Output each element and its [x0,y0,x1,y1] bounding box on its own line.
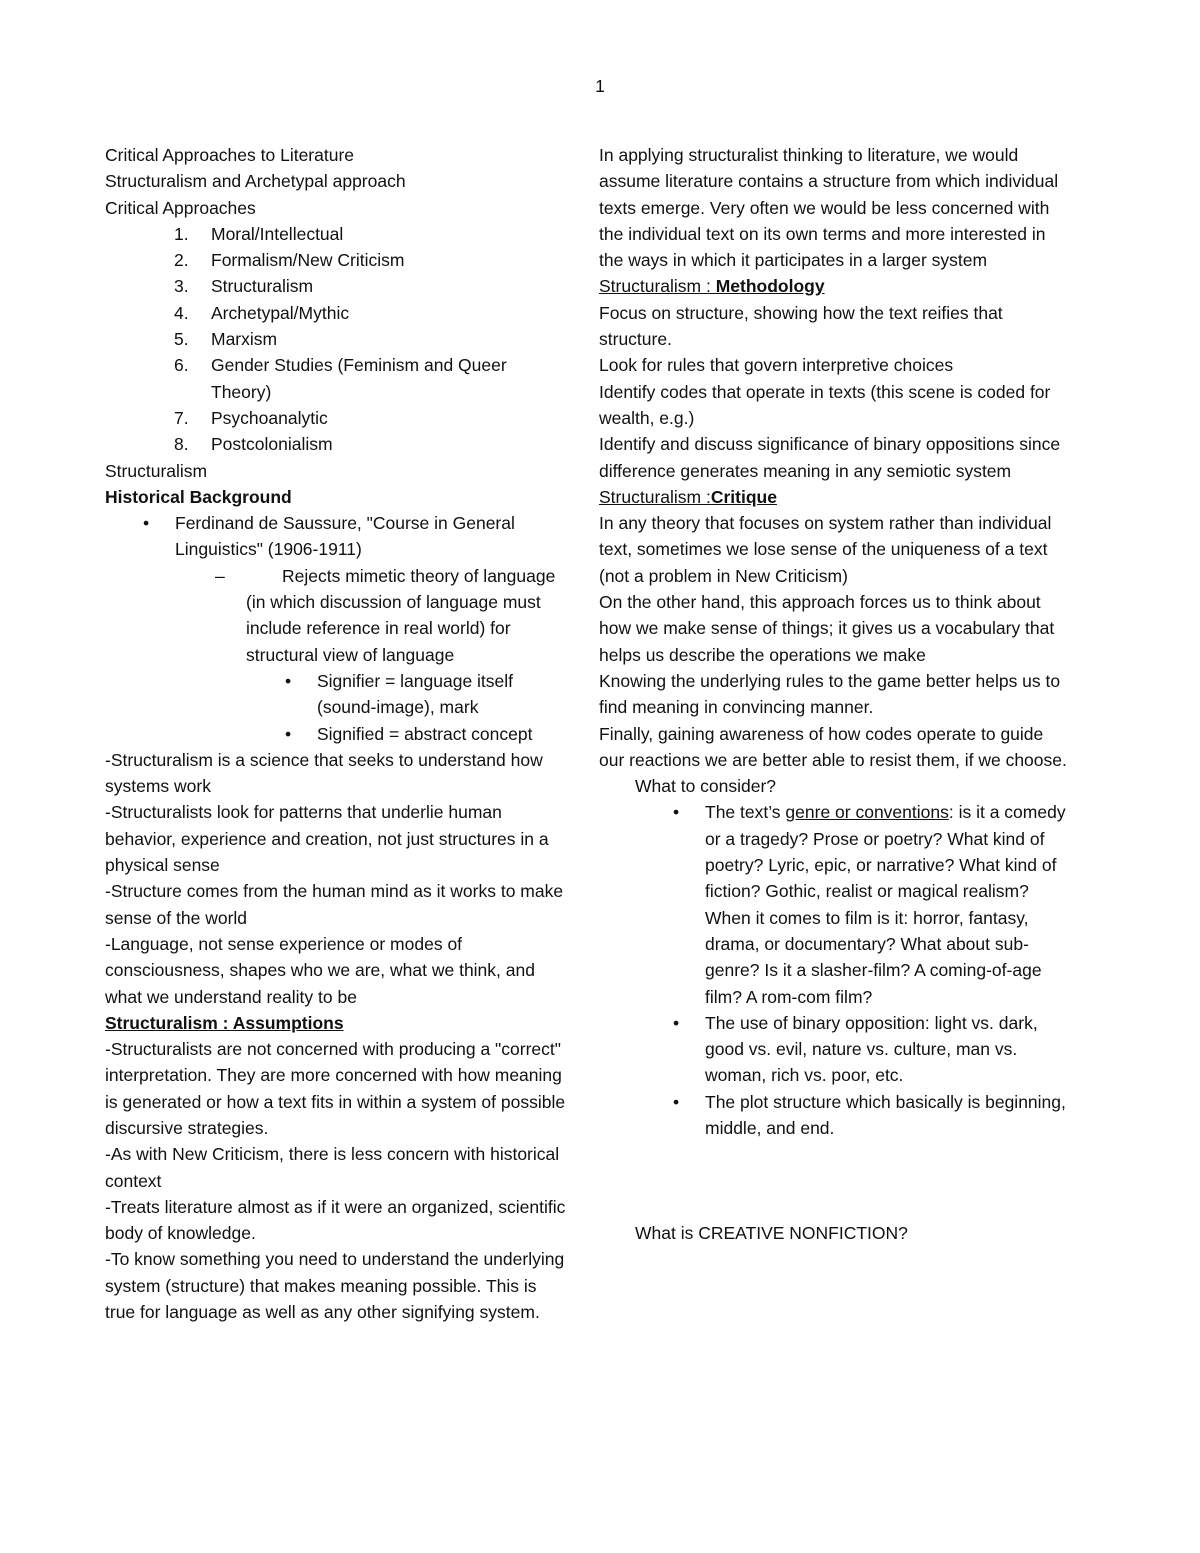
list-item: 2. Formalism/New Criticism [174,250,405,271]
list-item: 4. Archetypal/Mythic [174,302,350,323]
paragraph: In any theory that focuses on system rather than individual text, sometimes we lose sense of the uniqueness of a text (not a problem in New Criticism) [599,513,1052,586]
page-number: 1 [595,76,605,96]
bullet-icon: • [285,723,292,744]
list-item: 8. Postcolonialism [174,434,333,455]
paragraph: Finally, gaining awareness of how codes operate to guide our reactions we are better able to resist them, if we choose. [599,723,1067,770]
critique-heading: Structuralism :Critique [599,486,777,507]
bullet-icon: • [673,802,680,823]
list-item: 3. Structuralism [174,276,314,297]
paragraph: -Language, not sense experience or modes of consciousness, shapes who we are, what we think, and what we understand reality to be [105,933,535,1007]
signified-item: • Signified = abstract concept [105,721,570,747]
saussure-bullet: • Ferdinand de Saussure, "Course in General Linguistics" (1906-1911) [105,510,570,563]
doc-title: Critical Approaches to Literature [105,145,355,165]
list-item: 6. Gender Studies (Feminism and Queer Theory) [174,355,507,402]
binary-bullet: • The use of binary opposition: light vs. dark, good vs. evil, nature vs. culture, man vs. woman, rich vs. poor, etc. [599,1010,1069,1089]
paragraph: Identify codes that operate in texts (this scene is coded for wealth, e.g.) [599,381,1051,428]
left-column [105,142,570,1325]
paragraph: -Treats literature almost as if it were an organized, scientific body of knowledge. [105,1196,566,1244]
paragraph: Focus on structure, showing how the text reifies that structure. [599,302,1003,350]
approaches-label: Critical Approaches [105,197,256,218]
right-column [599,142,1069,1247]
paragraph: -Structuralists look for patterns that underlie human behavior, experience and creation, not just structures in a physical sense [105,802,549,876]
consider-heading: What to consider? [635,776,777,797]
doc-subtitle: Structuralism and Archetypal approach [105,171,406,192]
signifier-item: • Signifier = language itself (sound-image), mark [105,668,570,721]
assumptions-heading: Structuralism : Assumptions [105,1012,344,1033]
paragraph: Look for rules that govern interpretive choices [599,355,954,376]
list-item: 1. Moral/Intellectual [174,223,344,244]
historical-heading: Historical Background [105,486,292,507]
paragraph: -Structuralists are not concerned with producing a "correct" interpretation. They are more concerned with how meaning is generated or how a text fits in within a system of possible discursive strategies. [105,1039,566,1138]
mimetic-item: – Rejects mimetic theory of language (in which discussion of language must include reference in real world) for structural view of language [105,563,570,668]
paragraph: -Structure comes from the human mind as it works to make sense of the world [105,881,564,928]
list-item: 5. Marxism [174,329,278,350]
cnf-heading: What is CREATIVE NONFICTION? [635,1223,908,1244]
paragraph: In applying structuralist thinking to literature, we would assume literature contains a structure from which individual texts emerge. Very often we would be less concerned with the individual text on its own terms and more interested in the ways in which it participates in a larger system [599,145,1059,271]
methodology-heading: Structuralism : Methodology [599,276,825,297]
bullet-icon: • [673,1012,680,1033]
genre-bullet: • The text’s genre or conventions: is it a comedy or a tragedy? Prose or poetry? What kind of poetry? Lyric, epic, or narrative? What kind of fiction? Gothic, realist or magical realism? When it comes to film is it: horror, fantasy, drama, or documentary? What about sub-genre? Is it a slasher-film? A coming-of-age film? A rom-com film? [599,799,1069,1009]
spacer [599,1141,1069,1220]
plot-bullet: • The plot structure which basically is beginning, middle, and end. [599,1089,1069,1142]
paragraph: -As with New Criticism, there is less concern with historical context [105,1144,560,1191]
approaches-list [105,221,570,458]
paragraph: Knowing the underlying rules to the game better helps us to find meaning in convincing manner. [599,670,1061,718]
structuralism-label: Structuralism [105,460,208,481]
bullet-icon: • [285,670,292,691]
paragraph: -Structuralism is a science that seeks to understand how systems work [105,749,543,797]
paragraph: -To know something you need to understand the underlying system (structure) that makes meaning possible. This is true for language as well as any other signifying system. [105,1249,565,1323]
paragraph: On the other hand, this approach forces us to think about how we make sense of things; it gives us a vocabulary that helps us describe the operations we make [599,592,1055,665]
bullet-icon: • [143,513,150,534]
dash-icon: – [215,565,225,586]
paragraph: Identify and discuss significance of binary oppositions since difference generates meaning in any semiotic system [599,434,1061,481]
bullet-icon: • [673,1091,680,1112]
list-item: 7. Psychoanalytic [174,407,328,428]
